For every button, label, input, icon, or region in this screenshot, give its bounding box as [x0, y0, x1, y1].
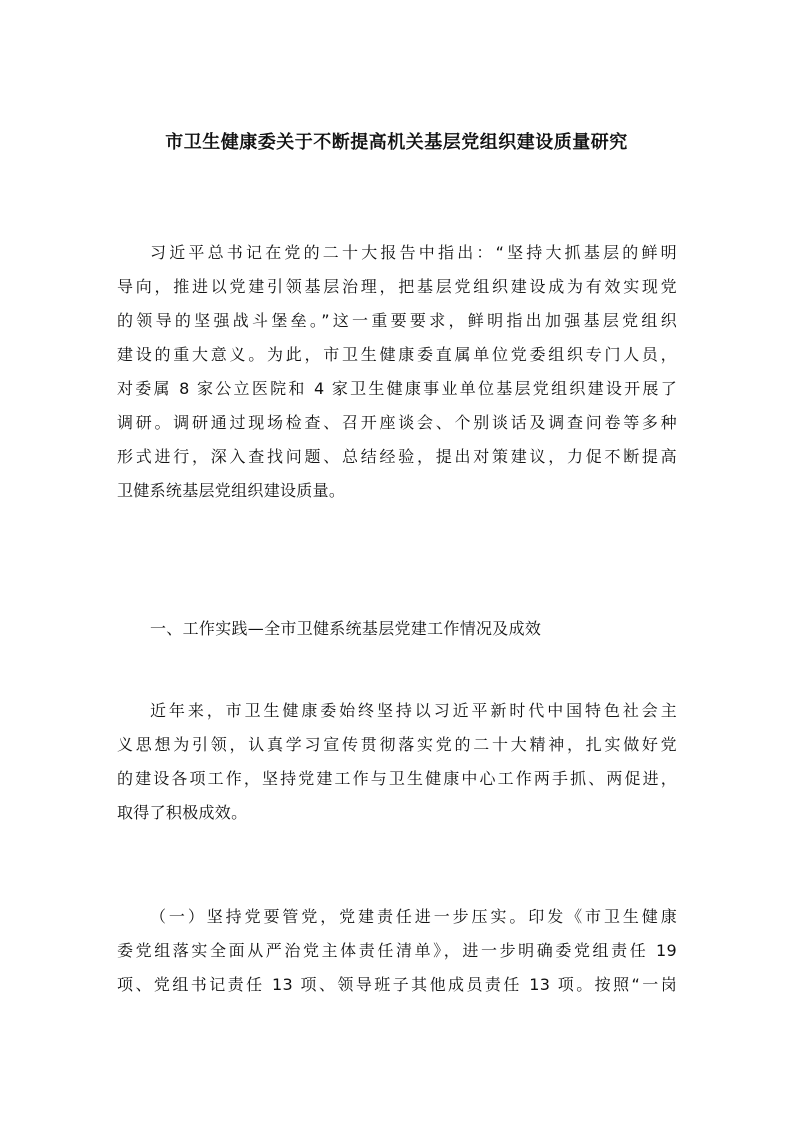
paragraph-line: 调研。调研通过现场检查、召开座谈会、个别谈话及调查问卷等多种: [117, 413, 677, 432]
paragraph-line: 近年来，市卫生健康委始终坚持以习近平新时代中国特色社会主: [150, 701, 677, 720]
paragraph-line: （一）坚持党要管党，党建责任进一步压实。印发《市卫生健康: [150, 907, 677, 926]
paragraph-line: 项、党组书记责任 13 项、领导班子其他成员责任 13 项。按照“一岗: [117, 975, 677, 994]
paragraph-line: 对委属 8 家公立医院和 4 家卫生健康事业单位基层党组织建设开展了: [117, 379, 677, 398]
section1-paragraph: [117, 694, 677, 830]
paragraph-line: 取得了积极成效。: [117, 803, 248, 822]
paragraph-line: 形式进行，深入查找问题、总结经验，提出对策建议，力促不断提高: [117, 447, 677, 466]
paragraph-line: 习近平总书记在党的二十大报告中指出：“坚持大抓基层的鲜明: [150, 243, 677, 262]
paragraph-line: 义思想为引领，认真学习宣传贯彻落实党的二十大精神，扎实做好党: [117, 735, 677, 754]
subsection1-paragraph: [117, 900, 677, 1002]
paragraph-line: 导向，推进以党建引领基层治理，把基层党组织建设成为有效实现党: [117, 277, 677, 296]
intro-paragraph: [117, 236, 677, 508]
paragraph-line: 委党组落实全面从严治党主体责任清单》，进一步明确委党组责任 19: [117, 941, 677, 960]
paragraph-line: 建设的重大意义。为此，市卫生健康委直属单位党委组织专门人员，: [117, 345, 677, 364]
paragraph-line: 卫健系统基层党组织建设质量。: [117, 481, 346, 500]
section-heading: 一、工作实践—全市卫健系统基层党建工作情况及成效: [150, 619, 542, 638]
paragraph-line: 的建设各项工作，坚持党建工作与卫生健康中心工作两手抓、两促进，: [117, 769, 677, 788]
paragraph-line: 的领导的坚强战斗堡垒。”这一重要要求，鲜明指出加强基层党组织: [117, 311, 677, 330]
document-title: 市卫生健康委关于不断提高机关基层党组织建设质量研究: [165, 132, 628, 153]
